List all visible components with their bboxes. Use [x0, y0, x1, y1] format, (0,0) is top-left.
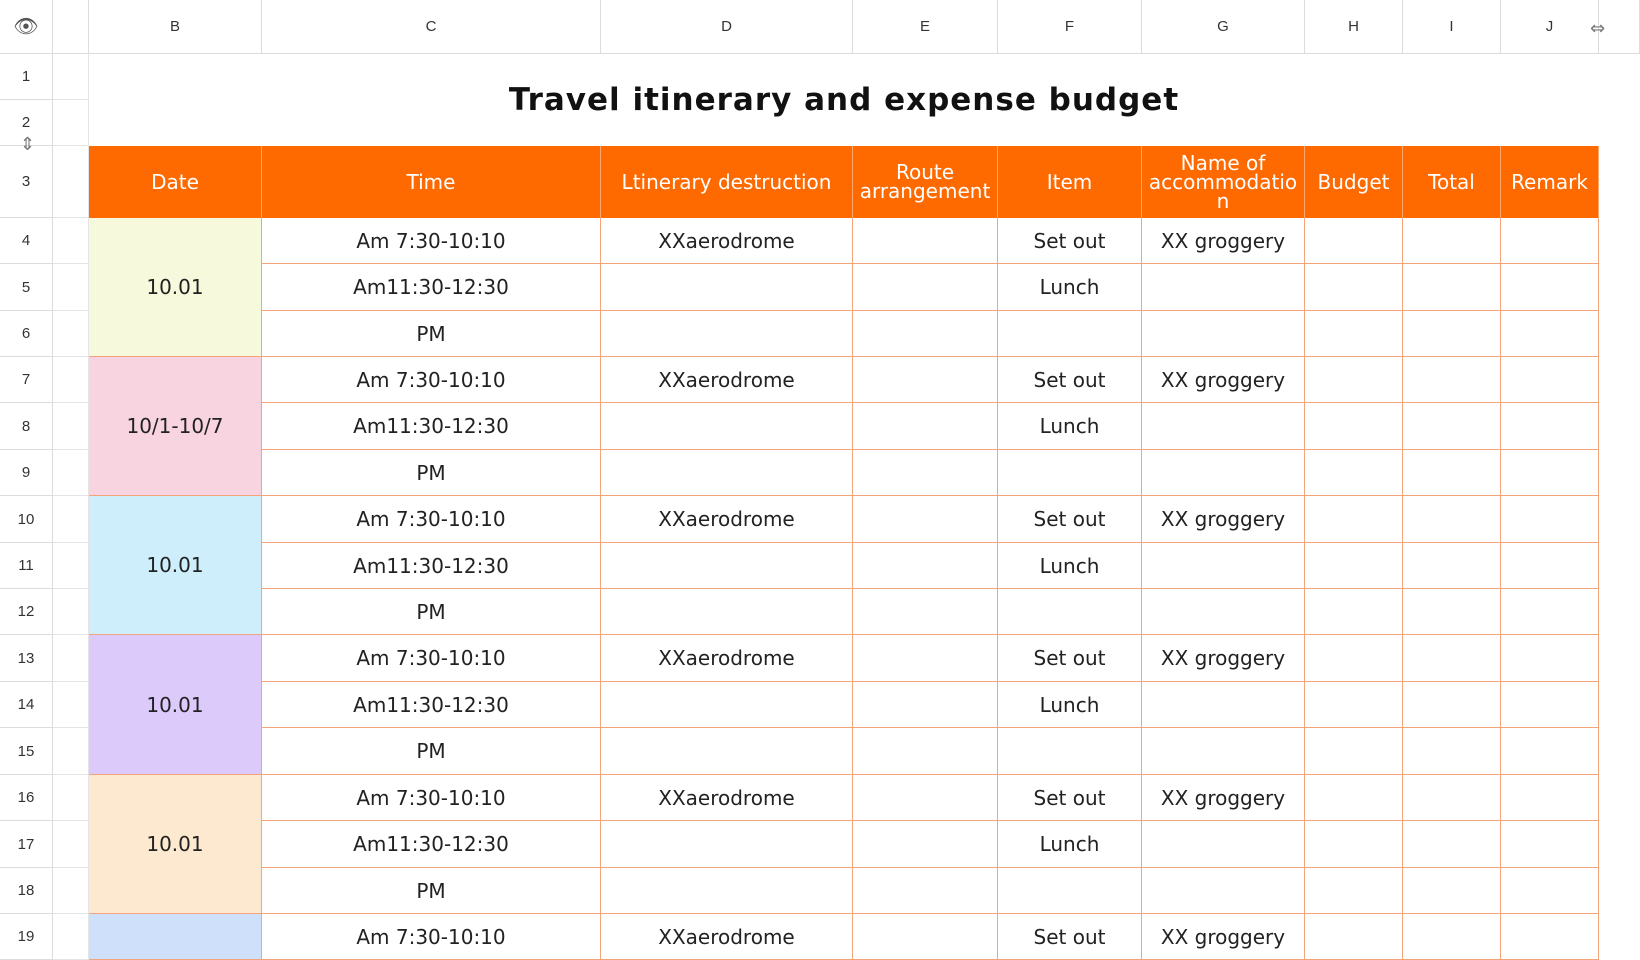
remark-cell[interactable]	[1501, 264, 1599, 311]
destination-cell[interactable]	[601, 543, 853, 589]
total-cell[interactable]	[1403, 589, 1501, 635]
destination-cell[interactable]: XXaerodrome	[601, 357, 853, 403]
row-header-17[interactable]: 17	[0, 821, 53, 868]
budget-cell[interactable]	[1305, 496, 1403, 543]
total-cell[interactable]	[1403, 821, 1501, 868]
column-header-C[interactable]: C	[262, 0, 601, 54]
accommodation-cell[interactable]	[1142, 450, 1305, 496]
header-remark[interactable]: Remark	[1501, 146, 1599, 218]
item-cell[interactable]: Lunch	[998, 682, 1142, 728]
total-cell[interactable]	[1403, 311, 1501, 357]
total-cell[interactable]	[1403, 264, 1501, 311]
item-cell[interactable]	[998, 450, 1142, 496]
remark-cell[interactable]	[1501, 728, 1599, 775]
header-date[interactable]: Date	[89, 146, 262, 218]
route-cell[interactable]	[853, 357, 998, 403]
route-cell[interactable]	[853, 403, 998, 450]
destination-cell[interactable]: XXaerodrome	[601, 635, 853, 682]
destination-cell[interactable]: XXaerodrome	[601, 496, 853, 543]
gutter-cell[interactable]	[53, 728, 89, 775]
remark-cell[interactable]	[1501, 914, 1599, 960]
total-cell[interactable]	[1403, 775, 1501, 821]
row-header-4[interactable]: 4	[0, 218, 53, 264]
budget-cell[interactable]	[1305, 543, 1403, 589]
budget-cell[interactable]	[1305, 635, 1403, 682]
time-cell[interactable]: Am11:30-12:30	[262, 682, 601, 728]
remark-cell[interactable]	[1501, 450, 1599, 496]
accommodation-cell[interactable]	[1142, 728, 1305, 775]
remark-cell[interactable]	[1501, 635, 1599, 682]
accommodation-cell[interactable]	[1142, 682, 1305, 728]
gutter-cell[interactable]	[53, 589, 89, 635]
time-cell[interactable]: Am 7:30-10:10	[262, 775, 601, 821]
time-cell[interactable]: PM	[262, 311, 601, 357]
total-cell[interactable]	[1403, 403, 1501, 450]
route-cell[interactable]	[853, 682, 998, 728]
total-cell[interactable]	[1403, 496, 1501, 543]
item-cell[interactable]: Set out	[998, 914, 1142, 960]
date-cell[interactable]: 10.01	[89, 635, 262, 775]
header-item[interactable]: Item	[998, 146, 1142, 218]
accommodation-cell[interactable]	[1142, 403, 1305, 450]
accommodation-cell[interactable]: XX groggery	[1142, 775, 1305, 821]
item-cell[interactable]: Set out	[998, 218, 1142, 264]
gutter-cell[interactable]	[53, 54, 89, 100]
budget-cell[interactable]	[1305, 311, 1403, 357]
item-cell[interactable]	[998, 311, 1142, 357]
gutter-cell[interactable]	[53, 635, 89, 682]
total-cell[interactable]	[1403, 868, 1501, 914]
item-cell[interactable]	[998, 868, 1142, 914]
destination-cell[interactable]: XXaerodrome	[601, 914, 853, 960]
accommodation-cell[interactable]: XX groggery	[1142, 914, 1305, 960]
total-cell[interactable]	[1403, 218, 1501, 264]
header-budget[interactable]: Budget	[1305, 146, 1403, 218]
item-cell[interactable]: Lunch	[998, 543, 1142, 589]
budget-cell[interactable]	[1305, 403, 1403, 450]
item-cell[interactable]: Set out	[998, 357, 1142, 403]
row-header-13[interactable]: 13	[0, 635, 53, 682]
header-time[interactable]: Time	[262, 146, 601, 218]
destination-cell[interactable]	[601, 728, 853, 775]
item-cell[interactable]: Set out	[998, 775, 1142, 821]
destination-cell[interactable]	[601, 450, 853, 496]
route-cell[interactable]	[853, 635, 998, 682]
total-cell[interactable]	[1403, 450, 1501, 496]
gutter-cell[interactable]	[53, 543, 89, 589]
row-header-6[interactable]: 6	[0, 311, 53, 357]
item-cell[interactable]	[998, 728, 1142, 775]
destination-cell[interactable]	[601, 403, 853, 450]
route-cell[interactable]	[853, 868, 998, 914]
row-header-12[interactable]: 12	[0, 589, 53, 635]
date-cell[interactable]: 10.01	[89, 775, 262, 914]
column-header-D[interactable]: D	[601, 0, 853, 54]
row-header-8[interactable]: 8	[0, 403, 53, 450]
remark-cell[interactable]	[1501, 218, 1599, 264]
remark-cell[interactable]	[1501, 403, 1599, 450]
budget-cell[interactable]	[1305, 264, 1403, 311]
destination-cell[interactable]	[601, 821, 853, 868]
column-header-E[interactable]: E	[853, 0, 998, 54]
date-cell[interactable]: 10.01	[89, 496, 262, 635]
gutter-cell[interactable]	[53, 914, 89, 960]
item-cell[interactable]: Set out	[998, 635, 1142, 682]
time-cell[interactable]: Am 7:30-10:10	[262, 914, 601, 960]
row-header-9[interactable]: 9	[0, 450, 53, 496]
time-cell[interactable]: Am11:30-12:30	[262, 543, 601, 589]
gutter-cell[interactable]	[53, 100, 89, 146]
header-route-arrangement[interactable]: Route arrangement	[853, 146, 998, 218]
gutter-cell[interactable]	[53, 450, 89, 496]
budget-cell[interactable]	[1305, 775, 1403, 821]
date-cell[interactable]: 10/1-10/7	[89, 357, 262, 496]
remark-cell[interactable]	[1501, 868, 1599, 914]
budget-cell[interactable]	[1305, 357, 1403, 403]
time-cell[interactable]: PM	[262, 589, 601, 635]
budget-cell[interactable]	[1305, 682, 1403, 728]
total-cell[interactable]	[1403, 635, 1501, 682]
time-cell[interactable]: Am 7:30-10:10	[262, 635, 601, 682]
time-cell[interactable]: PM	[262, 868, 601, 914]
gutter-cell[interactable]	[53, 146, 89, 218]
total-cell[interactable]	[1403, 914, 1501, 960]
row-header-10[interactable]: 10	[0, 496, 53, 543]
header-total[interactable]: Total	[1403, 146, 1501, 218]
column-resize-handle-icon[interactable]: ⇔	[1590, 18, 1606, 39]
destination-cell[interactable]	[601, 868, 853, 914]
row-header-18[interactable]: 18	[0, 868, 53, 914]
budget-cell[interactable]	[1305, 450, 1403, 496]
route-cell[interactable]	[853, 775, 998, 821]
row-header-15[interactable]: 15	[0, 728, 53, 775]
remark-cell[interactable]	[1501, 311, 1599, 357]
gutter-cell[interactable]	[53, 357, 89, 403]
time-cell[interactable]: PM	[262, 450, 601, 496]
date-cell[interactable]	[89, 914, 262, 960]
route-cell[interactable]	[853, 914, 998, 960]
route-cell[interactable]	[853, 496, 998, 543]
row-header-7[interactable]: 7	[0, 357, 53, 403]
row-header-14[interactable]: 14	[0, 682, 53, 728]
accommodation-cell[interactable]	[1142, 868, 1305, 914]
column-header-J[interactable]: J	[1501, 0, 1599, 54]
route-cell[interactable]	[853, 311, 998, 357]
row-header-5[interactable]: 5	[0, 264, 53, 311]
destination-cell[interactable]	[601, 682, 853, 728]
row-header-2[interactable]: 2	[0, 100, 53, 146]
gutter-cell[interactable]	[53, 403, 89, 450]
row-header-1[interactable]: 1	[0, 54, 53, 100]
destination-cell[interactable]	[601, 264, 853, 311]
column-header-G[interactable]: G	[1142, 0, 1305, 54]
item-cell[interactable]: Lunch	[998, 821, 1142, 868]
eye-icon[interactable]: 👁	[0, 0, 53, 54]
time-cell[interactable]: Am11:30-12:30	[262, 821, 601, 868]
accommodation-cell[interactable]: XX groggery	[1142, 218, 1305, 264]
remark-cell[interactable]	[1501, 682, 1599, 728]
total-cell[interactable]	[1403, 543, 1501, 589]
budget-cell[interactable]	[1305, 589, 1403, 635]
gutter-cell[interactable]	[53, 868, 89, 914]
accommodation-cell[interactable]	[1142, 543, 1305, 589]
route-cell[interactable]	[853, 543, 998, 589]
remark-cell[interactable]	[1501, 589, 1599, 635]
row-header-16[interactable]: 16	[0, 775, 53, 821]
route-cell[interactable]	[853, 218, 998, 264]
budget-cell[interactable]	[1305, 821, 1403, 868]
remark-cell[interactable]	[1501, 357, 1599, 403]
accommodation-cell[interactable]: XX groggery	[1142, 635, 1305, 682]
time-cell[interactable]: Am 7:30-10:10	[262, 218, 601, 264]
time-cell[interactable]: Am 7:30-10:10	[262, 496, 601, 543]
remark-cell[interactable]	[1501, 821, 1599, 868]
date-cell[interactable]: 10.01	[89, 218, 262, 357]
time-cell[interactable]: Am 7:30-10:10	[262, 357, 601, 403]
gutter-cell[interactable]	[53, 775, 89, 821]
route-cell[interactable]	[853, 821, 998, 868]
gutter-cell[interactable]	[53, 218, 89, 264]
item-cell[interactable]: Set out	[998, 496, 1142, 543]
column-header-H[interactable]: H	[1305, 0, 1403, 54]
budget-cell[interactable]	[1305, 914, 1403, 960]
sheet-title[interactable]: Travel itinerary and expense budget	[89, 54, 1599, 146]
time-cell[interactable]: Am11:30-12:30	[262, 403, 601, 450]
row-resize-handle-icon[interactable]: ⇕	[20, 134, 36, 155]
gutter-cell[interactable]	[53, 821, 89, 868]
column-header-I[interactable]: I	[1403, 0, 1501, 54]
column-header-A[interactable]	[53, 0, 89, 54]
total-cell[interactable]	[1403, 357, 1501, 403]
destination-cell[interactable]: XXaerodrome	[601, 218, 853, 264]
item-cell[interactable]	[998, 589, 1142, 635]
row-header-11[interactable]: 11	[0, 543, 53, 589]
remark-cell[interactable]	[1501, 543, 1599, 589]
column-header-F[interactable]: F	[998, 0, 1142, 54]
budget-cell[interactable]	[1305, 728, 1403, 775]
total-cell[interactable]	[1403, 682, 1501, 728]
total-cell[interactable]	[1403, 728, 1501, 775]
destination-cell[interactable]	[601, 311, 853, 357]
gutter-cell[interactable]	[53, 264, 89, 311]
time-cell[interactable]: Am11:30-12:30	[262, 264, 601, 311]
accommodation-cell[interactable]	[1142, 589, 1305, 635]
gutter-cell[interactable]	[53, 311, 89, 357]
destination-cell[interactable]: XXaerodrome	[601, 775, 853, 821]
item-cell[interactable]: Lunch	[998, 403, 1142, 450]
time-cell[interactable]: PM	[262, 728, 601, 775]
gutter-cell[interactable]	[53, 682, 89, 728]
route-cell[interactable]	[853, 450, 998, 496]
route-cell[interactable]	[853, 264, 998, 311]
budget-cell[interactable]	[1305, 868, 1403, 914]
budget-cell[interactable]	[1305, 218, 1403, 264]
row-header-3[interactable]: 3	[0, 146, 53, 218]
accommodation-cell[interactable]: XX groggery	[1142, 496, 1305, 543]
destination-cell[interactable]	[601, 589, 853, 635]
header-ltinerary-destruction[interactable]: Ltinerary destruction	[601, 146, 853, 218]
route-cell[interactable]	[853, 589, 998, 635]
column-header-blank	[1599, 0, 1640, 54]
item-cell[interactable]: Lunch	[998, 264, 1142, 311]
column-header-B[interactable]: B	[89, 0, 262, 54]
route-cell[interactable]	[853, 728, 998, 775]
accommodation-cell[interactable]	[1142, 264, 1305, 311]
remark-cell[interactable]	[1501, 496, 1599, 543]
remark-cell[interactable]	[1501, 775, 1599, 821]
header-name-of-accommodatio-n[interactable]: Name of accommodatio n	[1142, 146, 1305, 218]
accommodation-cell[interactable]	[1142, 821, 1305, 868]
accommodation-cell[interactable]	[1142, 311, 1305, 357]
gutter-cell[interactable]	[53, 496, 89, 543]
row-header-19[interactable]: 19	[0, 914, 53, 960]
accommodation-cell[interactable]: XX groggery	[1142, 357, 1305, 403]
